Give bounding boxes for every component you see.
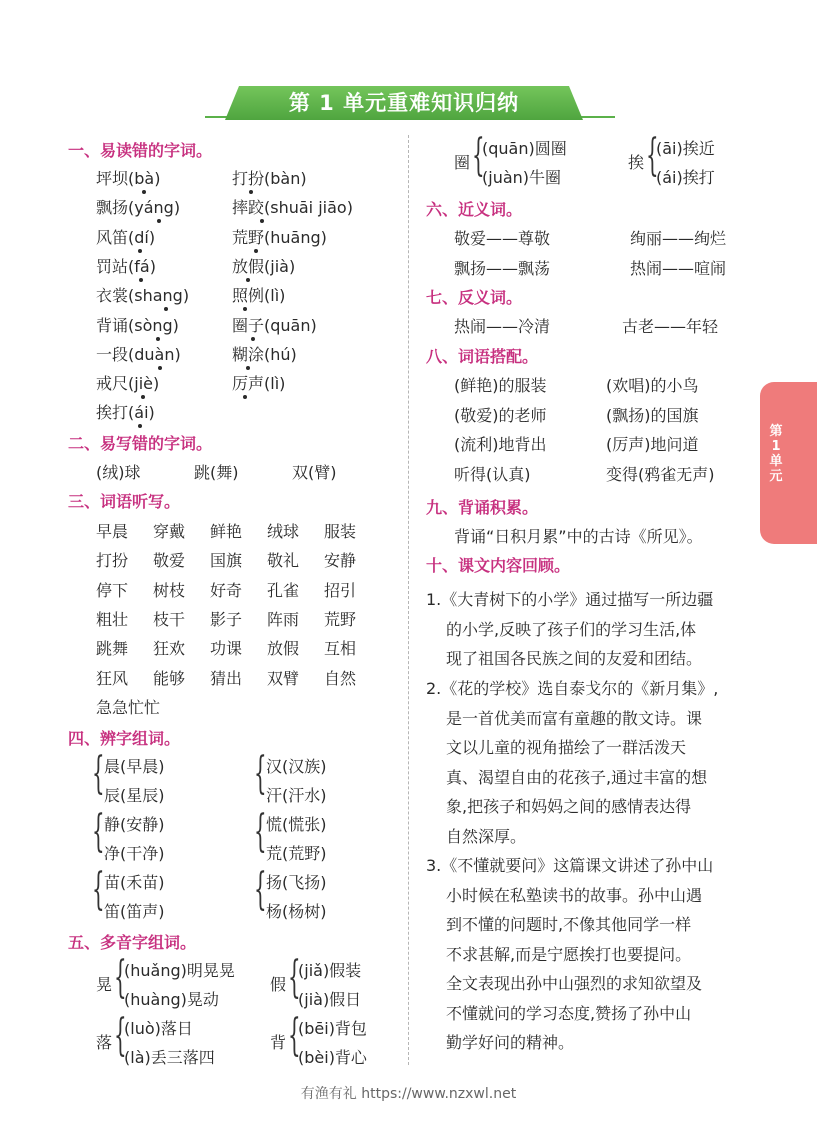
dictation-word: 敬爱 [153,551,186,571]
dictation-word: 能够 [153,668,186,688]
emphasis-dot [246,278,250,282]
polyphone-reading: (bēi)背包 [298,1019,367,1038]
review-line: 2.《花的学校》选自泰戈尔的《新月集》, [426,679,719,698]
polyphone-char: 圈 [454,153,471,172]
polyphone-char: 背 [270,1033,287,1052]
misread-word: 罚站 [96,256,129,276]
review-line: 全文表现出孙中山强烈的求知欲望及 [446,974,703,993]
brace-icon: { [254,806,267,857]
misread-item [96,285,189,307]
dictation-word: 荒野 [324,609,357,629]
dictation-word: 放假 [267,639,300,659]
pair-word: 静(安静) [104,815,165,834]
dictation-word: 双臂 [267,668,300,688]
brace-icon: { [646,130,659,181]
emphasis-dot [243,395,247,399]
review-line: 3.《不懂就要问》这篇课文讲述了孙中山 [426,856,714,875]
misread-word: 背诵 [96,315,129,335]
pinyin: (bà) [128,169,161,188]
dictation-word: 国旗 [210,551,243,571]
collocation: (厉声)地问道 [606,435,699,454]
dictation-word: 绒球 [267,522,300,541]
section-heading-8: 八、词语搭配。 [426,347,539,366]
misread-item [96,227,155,249]
emphasis-dot [246,366,250,370]
pair-word: 辰(星辰) [104,786,165,805]
pair-word: 晨(早晨) [104,757,165,776]
dictation-word: 孔雀 [267,580,300,600]
dictation-word: 招引 [324,580,357,600]
pinyin: (shuāi jiāo) [264,198,353,218]
dictation-word: 功课 [210,639,243,659]
pinyin: (sòng) [128,315,179,335]
synonym-pair: 绚丽——绚烂 [630,229,727,248]
review-line: 的小学,反映了孩子们的学习生活,体 [446,619,697,639]
misread-word: 坪坝 [96,169,129,188]
antonym-pair: 古老——年轻 [622,317,719,336]
section-heading-3: 三、词语听写。 [68,492,181,511]
polyphone-reading: (ái)挨打 [656,168,715,187]
recitation-text: 背诵“日积月累”中的古诗《所见》。 [454,527,703,546]
polyphone-reading: (juàn)牛圈 [482,168,562,187]
brace-icon: { [288,952,301,1003]
review-line: 小时候在私塾读书的故事。孙中山遇 [446,885,703,905]
misread-word: 厉声 [232,374,265,394]
review-line: 真、渴望自由的花孩子,通过丰富的想 [446,767,708,787]
pinyin: (lì) [264,286,286,306]
pair-word: 扬(飞扬) [266,873,327,892]
misread-item [232,168,307,190]
section-heading-4: 四、辨字组词。 [68,729,181,748]
pinyin: (ái) [128,403,155,423]
brace-icon: { [472,130,485,181]
polyphone-reading: (quān)圆圈 [482,139,567,158]
misread-item [232,197,353,219]
misread-item [232,256,295,278]
review-line: 自然深厚。 [446,826,527,846]
polyphone-reading: (bèi)背心 [298,1048,367,1067]
pinyin: (duàn) [128,344,181,364]
misread-item [96,344,181,366]
collocation: 变得(鸦雀无声) [606,465,715,484]
pair-word: 汉(汉族) [266,757,327,776]
pinyin: (quān) [264,315,317,335]
emphasis-dot [243,307,247,311]
brace-icon: { [254,864,267,915]
review-line: 现了祖国各民族之间的友爱和团结。 [446,649,703,668]
review-line: 是一首优美而富有童趣的散文诗。课 [446,708,703,728]
section-heading-5: 五、多音字组词。 [68,933,197,952]
polyphone-reading: (āi)挨近 [656,139,715,158]
pinyin: (jià) [264,256,296,276]
dictation-word: 穿戴 [153,522,186,541]
dictation-word: 跳舞 [96,639,129,659]
emphasis-dot [156,337,160,341]
polyphone-reading: (luò)落日 [124,1019,193,1038]
dictation-word: 早晨 [96,522,129,541]
pinyin: (lì) [264,374,286,394]
brace-icon: { [92,748,105,799]
synonym-pair: 热闹——喧闹 [630,259,727,278]
emphasis-dot [138,424,142,428]
emphasis-dot [139,278,143,282]
pair-word: 荒(荒野) [266,844,327,863]
emphasis-dot [254,249,258,253]
pair-word: 汗(汗水) [266,786,327,805]
emphasis-dot [260,219,264,223]
pinyin: (huāng) [264,227,327,247]
dictation-word: 急急忙忙 [96,697,161,717]
collocation: 听得(认真) [454,465,531,484]
dictation-word: 鲜艳 [210,522,243,541]
misread-word: 照例 [232,286,265,306]
misread-word: 挨打 [96,403,129,423]
brace-icon: { [114,952,127,1003]
pinyin: (bàn) [264,169,307,188]
dictation-word: 打扮 [96,551,129,571]
pair-word: 苗(禾苗) [104,873,165,892]
misspelled-word: 跳(舞) [194,463,239,482]
collocation: (流利)地背出 [454,435,547,454]
dictation-word: 敬礼 [267,551,300,571]
collocation: (欢唱)的小鸟 [606,376,699,395]
misread-word: 一段 [96,344,129,364]
polyphone-char: 假 [270,975,287,994]
misread-word: 风笛 [96,227,129,247]
emphasis-dot [164,307,168,311]
page-title: 第 1 单元重难知识归纳 [288,91,520,115]
misread-item [232,285,285,307]
misread-word: 摔跤 [232,198,265,218]
review-line: 文以儿童的视角描绘了一群活泼天 [446,738,687,757]
misread-word: 打扮 [232,169,265,188]
pinyin: (hú) [264,344,297,364]
pair-word: 杨(杨树) [266,902,327,921]
pinyin: (dí) [128,227,156,247]
misread-item [96,315,179,337]
collocation: (鲜艳)的服装 [454,376,547,395]
misspelled-word: 双(臂) [292,463,337,482]
synonym-pair: 飘扬——飘荡 [454,259,551,278]
polyphone-char: 落 [96,1033,113,1052]
side-tab-label: 第1单元 [769,424,783,484]
collocation: (敬爱)的老师 [454,406,547,425]
misread-word: 飘扬 [96,198,129,218]
misread-item [232,315,317,337]
dictation-word: 粗壮 [96,609,129,629]
misread-item [232,373,285,395]
misread-item [96,402,155,424]
antonym-pair: 热闹——冷清 [454,317,551,336]
review-line: 勤学好问的精神。 [446,1033,575,1052]
brace-icon: { [114,1010,127,1061]
polyphone-char: 晃 [96,975,113,994]
collocation: (飘扬)的国旗 [606,406,699,425]
misread-item [96,168,160,190]
dictation-word: 安静 [324,551,357,571]
dictation-word: 猜出 [210,668,243,688]
misread-item [96,256,156,278]
pinyin: (jiè) [128,374,160,394]
section-heading-1: 一、易读错的字词。 [68,141,213,160]
pair-word: 慌(慌张) [266,815,327,834]
section-heading-6: 六、近义词。 [426,200,523,219]
section-heading-7: 七、反义词。 [426,288,523,307]
review-line: 不求甚解,而是宁愿挨打也要提问。 [446,944,692,964]
review-line: 1.《大青树下的小学》通过描写一所边疆 [426,590,714,609]
dictation-word: 狂风 [96,668,129,688]
review-line: 到不懂的问题时,不像其他同学一样 [446,915,692,934]
misread-word: 放假 [232,256,265,276]
misread-item [232,227,327,249]
polyphone-reading: (jià)假日 [298,990,362,1009]
misread-word: 戒尺 [96,374,129,394]
brace-icon: { [92,806,105,857]
brace-icon: { [254,748,267,799]
misread-word: 糊涂 [232,344,265,364]
misread-item [96,373,159,395]
misread-word: 衣裳 [96,286,129,306]
pinyin: (shang) [128,286,190,306]
brace-icon: { [92,864,105,915]
pair-word: 笛(笛声) [104,902,165,921]
pinyin: (yáng) [128,198,181,218]
review-line: 不懂就问的学习态度,赞扬了孙中山 [446,1003,692,1023]
polyphone-reading: (là)丢三落四 [124,1048,215,1067]
dictation-word: 影子 [210,609,243,629]
emphasis-dot [249,190,253,194]
emphasis-dot [141,395,145,399]
dictation-word: 互相 [324,639,357,659]
dictation-word: 好奇 [210,580,243,600]
dictation-word: 自然 [324,668,357,688]
brace-icon: { [288,1010,301,1061]
synonym-pair: 敬爱——尊敬 [454,229,551,248]
dictation-word: 阵雨 [267,609,300,629]
misread-item [232,344,297,366]
polyphone-char: 挨 [628,153,645,172]
section-heading-2: 二、易写错的字词。 [68,434,213,453]
section-heading-10: 十、课文内容回顾。 [426,556,571,575]
emphasis-dot [158,366,162,370]
polyphone-reading: (huǎng)明晃晃 [124,961,235,980]
misread-word: 圈子 [232,315,265,335]
dictation-word: 枝干 [153,609,186,629]
emphasis-dot [157,219,161,223]
misspelled-word: (绒)球 [96,463,141,482]
emphasis-dot [138,249,142,253]
dictation-word: 停下 [96,580,129,600]
polyphone-reading: (huàng)晃动 [124,990,219,1009]
polyphone-reading: (jiǎ)假装 [298,961,362,980]
review-line: 象,把孩子和妈妈之间的感情表达得 [446,797,692,816]
dictation-word: 狂欢 [153,639,186,659]
section-heading-9: 九、背诵积累。 [426,498,539,517]
misread-word: 荒野 [232,227,265,247]
footer-watermark: 有渔有礼 https://www.nzxwl.net [300,1086,517,1102]
emphasis-dot [142,190,146,194]
misread-item [96,197,180,219]
pinyin: (fá) [128,256,156,276]
column-divider [408,135,409,1065]
emphasis-dot [251,337,255,341]
dictation-word: 服装 [324,522,357,541]
pair-word: 净(干净) [104,844,165,863]
dictation-word: 树枝 [153,580,186,600]
